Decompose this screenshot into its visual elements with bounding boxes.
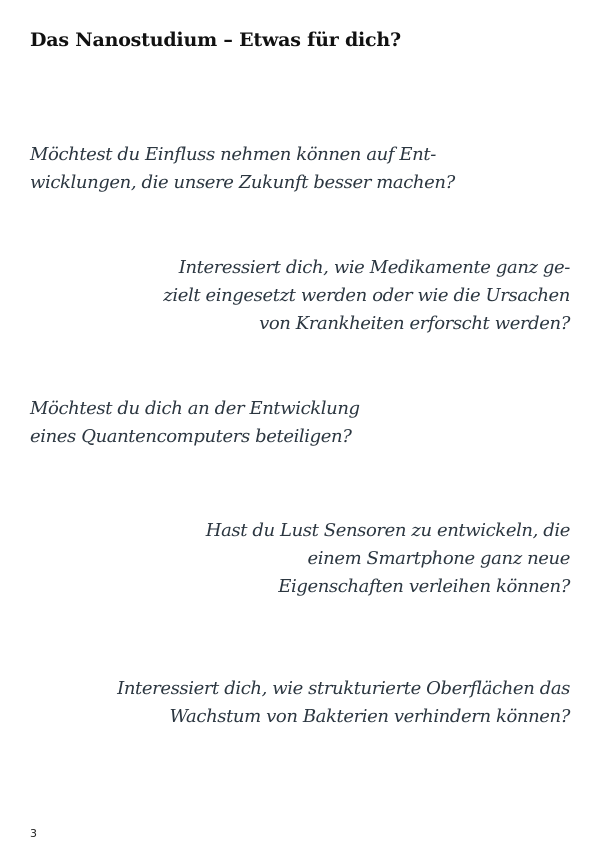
question-line: eines Quantencomputers beteiligen? — [30, 426, 352, 447]
question-influence-future — [30, 141, 455, 197]
question-line: Wachstum von Bakterien verhindern können? — [169, 706, 570, 727]
question-line: Interessiert dich, wie strukturierte Oberflächen das — [117, 678, 570, 699]
question-smartphone-sensors — [206, 517, 570, 601]
question-line: zielt eingesetzt werden oder wie die Ursachen — [163, 285, 570, 306]
question-line: von Krankheiten erforscht werden? — [259, 313, 570, 334]
question-line: Möchtest du Einfluss nehmen können auf Ent- — [30, 144, 436, 165]
question-line: einem Smartphone ganz neue — [307, 548, 570, 569]
page-number: 3 — [30, 827, 37, 840]
question-line: Interessiert dich, wie Medikamente ganz ge- — [178, 257, 570, 278]
question-structured-surfaces — [117, 675, 570, 731]
question-line: wicklungen, die unsere Zukunft besser machen? — [30, 172, 455, 193]
question-quantum-computer — [30, 395, 360, 451]
question-medicine-research — [163, 254, 570, 338]
question-line: Hast du Lust Sensoren zu entwickeln, die — [205, 520, 570, 541]
page-title: Das Nanostudium – Etwas für dich? — [30, 29, 401, 51]
question-line: Möchtest du dich an der Entwicklung — [30, 398, 360, 419]
question-line: Eigenschaften verleihen können? — [278, 576, 570, 597]
